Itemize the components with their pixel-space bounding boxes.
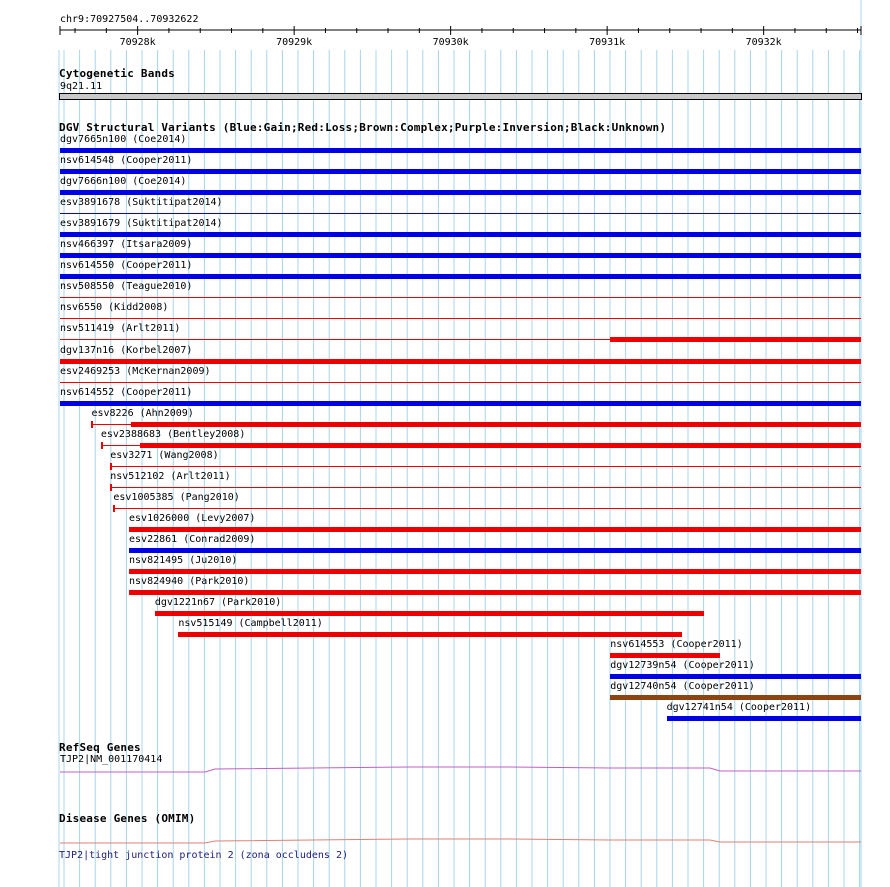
omim-gene-label[interactable]: TJP2|tight junction protein 2 (zona occludens 2): [59, 850, 348, 861]
region-label: chr9:70927504..70932622: [60, 14, 199, 25]
dgv-variant-label[interactable]: nsv614553 (Cooper2011): [610, 639, 743, 651]
dgv-variant-bar[interactable]: [60, 190, 861, 195]
dgv-variant-bar[interactable]: [610, 674, 861, 679]
dgv-variant-line[interactable]: [113, 508, 861, 509]
dgv-variant-start-tick: [113, 505, 115, 512]
dgv-variant-bar[interactable]: [60, 253, 861, 258]
dgv-variant-label[interactable]: dgv7665n100 (Coe2014): [60, 134, 187, 145]
dgv-variant-start-tick: [101, 442, 103, 449]
ruler-tick-label: 70928k: [119, 37, 156, 48]
dgv-variant-bar[interactable]: [129, 569, 861, 574]
omim-track-title: Disease Genes (OMIM): [59, 812, 196, 825]
dgv-variant-label[interactable]: esv1026000 (Levy2007): [129, 512, 256, 524]
dgv-variant-bar[interactable]: [129, 527, 861, 532]
cyto-band-label: 9q21.11: [60, 81, 103, 92]
dgv-variant-label[interactable]: esv3891678 (Suktitipat2014): [60, 197, 223, 209]
cyto-band[interactable]: [59, 93, 862, 100]
cyto-track-title: Cytogenetic Bands: [59, 67, 175, 80]
omim-gene-line[interactable]: [60, 839, 861, 843]
dgv-variant-line[interactable]: [60, 382, 861, 383]
dgv-variant-label[interactable]: dgv137n16 (Korbel2007): [60, 344, 193, 356]
dgv-variant-label[interactable]: esv2388683 (Bentley2008): [100, 428, 246, 440]
dgv-variant-label[interactable]: esv1005385 (Pang2010): [113, 491, 240, 503]
dgv-variant-line[interactable]: [60, 297, 861, 298]
dgv-variant-label[interactable]: nsv512102 (Arlt2011): [110, 470, 231, 482]
dgv-variant-line[interactable]: [60, 213, 861, 214]
dgv-variant-label[interactable]: nsv508550 (Teague2010): [60, 281, 193, 293]
dgv-variant-bar[interactable]: [60, 148, 861, 153]
dgv-track-title: DGV Structural Variants (Blue:Gain;Red:Loss;Brown:Complex;Purple:Inversion;Black:Unknown): [59, 121, 667, 134]
dgv-variant-label[interactable]: esv3891679 (Suktitipat2014): [60, 218, 223, 230]
dgv-variant-label[interactable]: nsv511419 (Arlt2011): [60, 323, 181, 335]
dgv-variant-start-tick: [91, 421, 93, 428]
dgv-variant-label[interactable]: nsv614550 (Cooper2011): [60, 260, 193, 272]
ruler-tick-label: 70932k: [745, 37, 782, 48]
refseq-track-title: RefSeq Genes: [59, 741, 141, 754]
refseq-gene-model[interactable]: [0, 764, 890, 776]
refseq-gene-line[interactable]: [60, 767, 861, 772]
dgv-variant-start-tick: [110, 463, 112, 470]
dgv-variant-bar[interactable]: [129, 590, 861, 595]
dgv-variant-label[interactable]: dgv1221n67 (Park2010): [154, 597, 282, 609]
ruler-tick-label: 70929k: [276, 37, 313, 48]
dgv-variant-label[interactable]: nsv515149 (Campbell2011): [178, 618, 323, 630]
dgv-variant-label[interactable]: nsv824940 (Park2010): [129, 576, 250, 588]
dgv-variant-bar[interactable]: [610, 653, 720, 658]
dgv-variant-bar[interactable]: [60, 232, 861, 237]
dgv-variant-bar[interactable]: [155, 611, 704, 616]
position-ruler[interactable]: [0, 26, 890, 48]
dgv-variant-bar[interactable]: [129, 548, 861, 553]
dgv-variant-label[interactable]: nsv6550 (Kidd2008): [60, 302, 169, 314]
dgv-variant-label[interactable]: nsv821495 (Ju2010): [129, 555, 238, 566]
dgv-variant-label[interactable]: dgv12740n54 (Cooper2011): [610, 681, 755, 693]
dgv-variant-label[interactable]: esv3271 (Wang2008): [110, 449, 219, 461]
dgv-variant-start-tick: [110, 484, 112, 491]
refseq-gene-label[interactable]: TJP2|NM_001170414: [60, 754, 163, 765]
dgv-variant-label[interactable]: esv22861 (Conrad2009): [129, 533, 256, 545]
dgv-variant-label[interactable]: nsv614548 (Cooper2011): [60, 155, 193, 167]
dgv-variant-bar[interactable]: [610, 337, 861, 342]
dgv-variant-bar[interactable]: [178, 632, 682, 637]
dgv-variant-bar[interactable]: [131, 422, 861, 427]
dgv-variant-bar[interactable]: [60, 359, 861, 364]
dgv-variant-bar[interactable]: [610, 695, 861, 700]
dgv-variant-label[interactable]: nsv614552 (Cooper2011): [60, 386, 193, 398]
dgv-variant-label[interactable]: dgv12741n54 (Cooper2011): [666, 702, 812, 714]
dgv-variant-label[interactable]: esv2469253 (McKernan2009): [60, 365, 211, 377]
dgv-variant-bar[interactable]: [140, 443, 861, 448]
dgv-variant-label[interactable]: esv8226 (Ahn2009): [91, 407, 194, 419]
dgv-variant-label[interactable]: dgv7666n100 (Coe2014): [60, 176, 187, 188]
dgv-variant-line[interactable]: [110, 466, 861, 467]
omim-gene-model[interactable]: [0, 836, 890, 846]
dgv-variant-bar[interactable]: [667, 716, 861, 721]
dgv-variant-line[interactable]: [60, 318, 861, 319]
dgv-variant-line[interactable]: [110, 487, 861, 488]
dgv-variant-label[interactable]: dgv12739n54 (Cooper2011): [610, 660, 755, 672]
dgv-variant-bar[interactable]: [60, 401, 861, 406]
ruler-tick-label: 70931k: [589, 37, 626, 48]
dgv-variant-bar[interactable]: [60, 169, 861, 174]
dgv-variant-bar[interactable]: [60, 274, 861, 279]
dgv-variant-label[interactable]: nsv466397 (Itsara2009): [60, 239, 193, 251]
ruler-tick-label: 70930k: [432, 37, 469, 48]
